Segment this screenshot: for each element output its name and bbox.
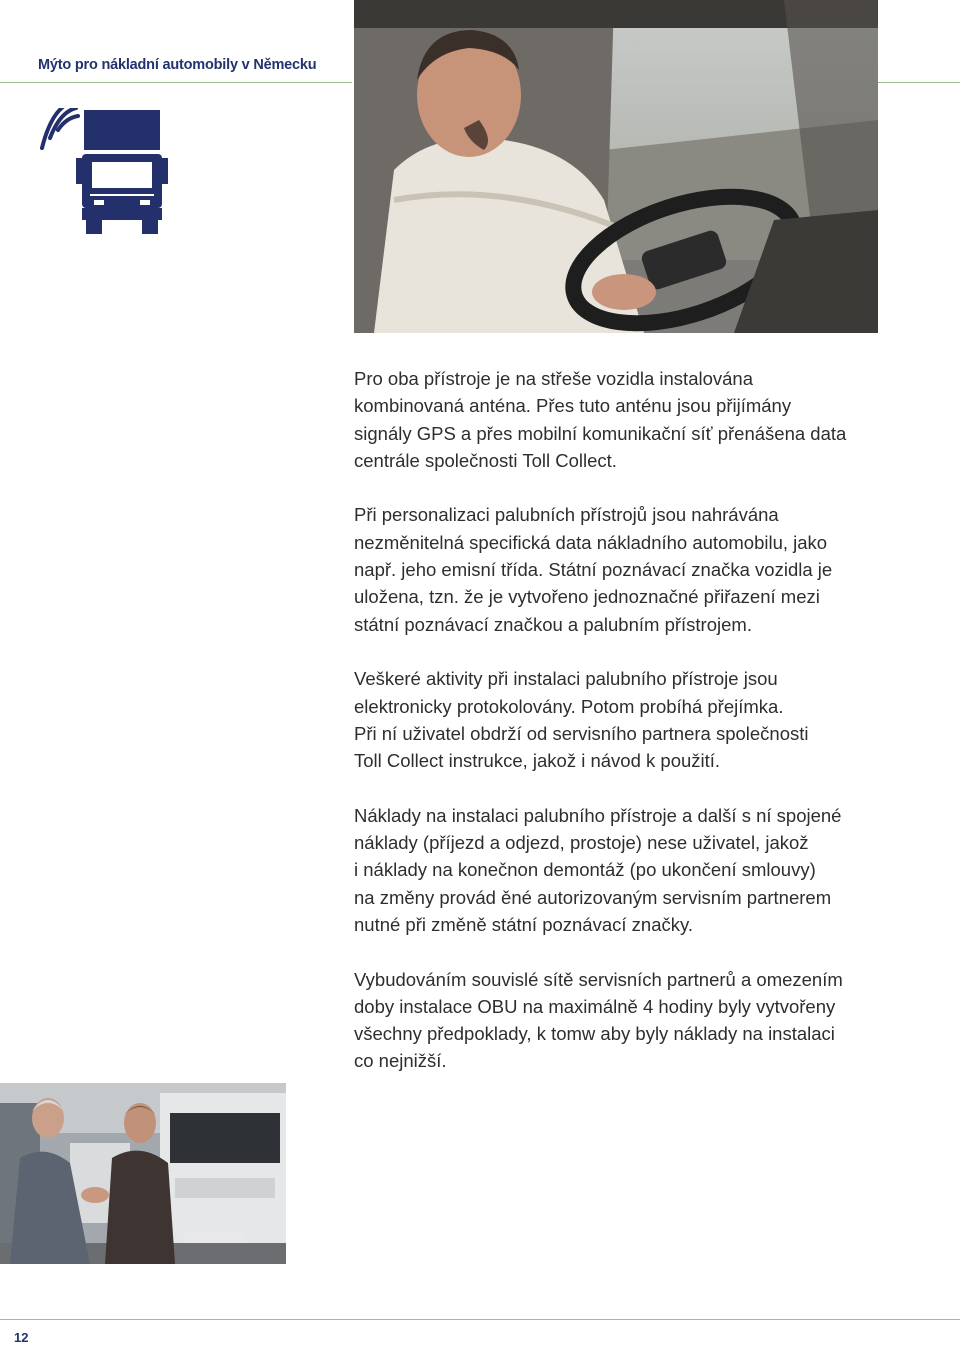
paragraph: Náklady na instalaci palubního přístroje a další s ní spojené náklady (příjezd a odjezd, prostoje) nese uživatel, jakož i náklady na konečnon demontáž (po ukončení smlouvy) na změny provád ěné autorizovaným servisním partnerem nutné při změně státní poznávací značky. bbox=[354, 804, 842, 935]
running-title: Mýto pro nákladní automobily v Německu bbox=[38, 57, 317, 73]
paragraph: Při personalizaci palubních přístrojů jsou nahrávána nezměnitelná specifická data nákladního automobilu, jako např. jeho emisní třída. Státní poznávací značka vozidla je uložena, tzn. že je vytvořeno jednoznačné přiřazení mezi státní poznávací značkou a palubním přístrojem. bbox=[354, 504, 833, 635]
body-text bbox=[354, 365, 894, 1102]
photo-handshake bbox=[0, 1083, 286, 1264]
paragraph: Vybudováním souvislé sítě servisních partnerů a omezením doby instalace OBU na maximálně 4 hodiny byly vytvořeny všechny předpoklady, k tomw aby byly náklady na instalaci co nejnižší. bbox=[354, 968, 843, 1072]
header-rule-right bbox=[878, 82, 960, 83]
paragraph: Pro oba přístroje je na střeše vozidla instalována kombinovaná anténa. Přes tuto anténu jsou přijímány signály GPS a přes mobilní komunikační síť přenášena data centrále společnosti Toll Collect. bbox=[354, 368, 847, 471]
photo-truck-driver bbox=[354, 0, 878, 333]
footer-rule bbox=[0, 1319, 960, 1320]
truck-with-signal-icon bbox=[36, 108, 176, 236]
paragraph: Veškeré aktivity při instalaci palubního přístroje jsou elektronicky protokolovány. Potom probíhá přejímka. Při ní uživatel obdrží od servisního partnera společnosti Toll Collect instrukce, jakož i návod k použití. bbox=[354, 668, 809, 772]
header-rule bbox=[0, 82, 352, 83]
page-number: 12 bbox=[14, 1330, 29, 1345]
